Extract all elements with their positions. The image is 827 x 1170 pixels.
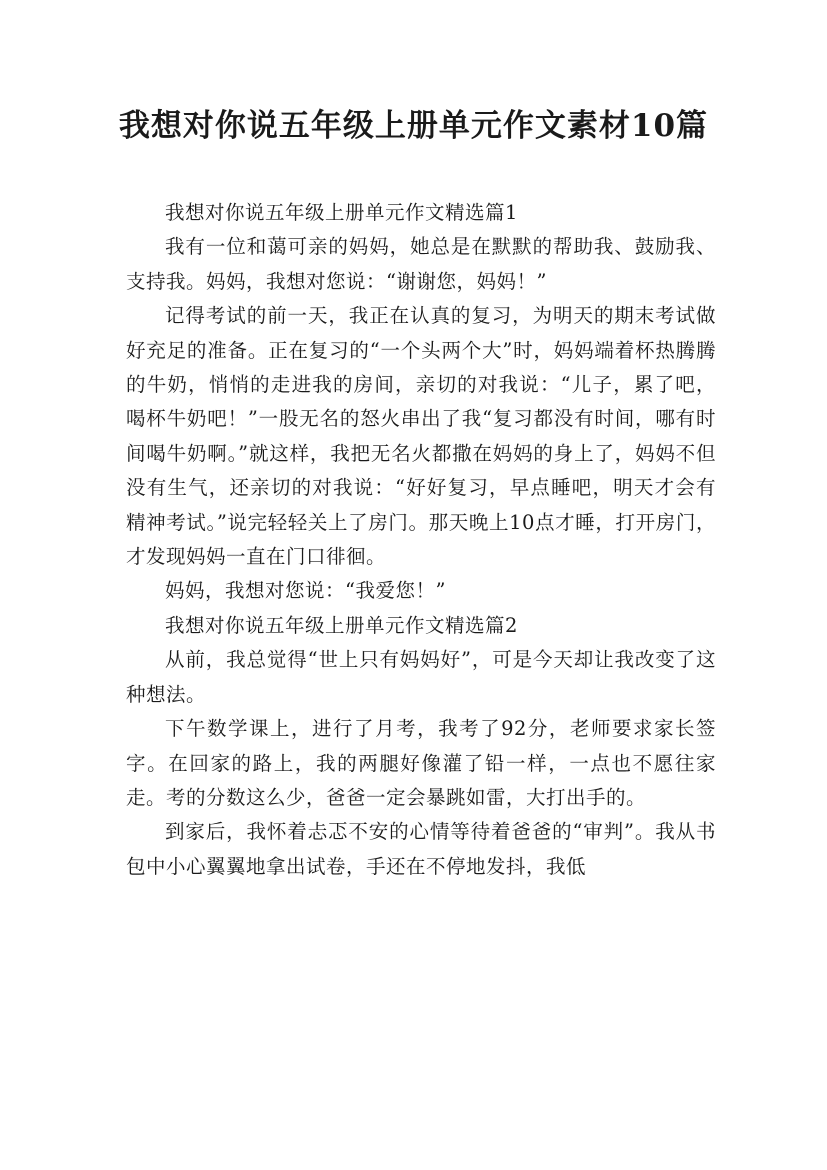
paragraph: 下午数学课上，进行了月考，我考了92分，老师要求家长签字。在回家的路上，我的两腿好像灌了铅一样，一点也不愿往家走。考的分数这么少，爸爸一定会暴跳如雷，大打出手的。 [126, 717, 716, 809]
paragraph: 从前，我总觉得“世上只有妈妈好”，可是今天却让我改变了这种想法。 [126, 648, 716, 706]
paragraph: 我有一位和蔼可亲的妈妈，她总是在默默的帮助我、鼓励我、支持我。妈妈，我想对您说：“谢谢您，妈妈！” [126, 235, 716, 293]
paragraph: 妈妈，我想对您说：“我爱您！” [165, 579, 446, 603]
section-heading-1: 我想对你说五年级上册单元作文精选篇1 [165, 201, 518, 224]
paragraph: 记得考试的前一天，我正在认真的复习，为明天的期末考试做好充足的准备。正在复习的“一个头两个大”时，妈妈端着杯热腾腾的牛奶，悄悄的走进我的房间，亲切的对我说：“儿子，累了吧，喝杯牛奶吧！”一股无名的怒火串出了我“复习都没有时间，哪有时间喝牛奶啊。”就这样，我把无名火都撒在妈妈的身上了，妈妈不但没有生气，还亲切的对我说：“好好复习，早点睡吧，明天才会有精神考试。”说完轻轻关上了房门。那天晚上10点才睡，打开房门，才发现妈妈一直在门口徘徊。 [126, 304, 716, 569]
document-title: 我想对你说五年级上册单元作文素材10篇 [118, 108, 709, 144]
document-body [126, 196, 716, 884]
section-heading-2: 我想对你说五年级上册单元作文精选篇2 [165, 613, 518, 637]
paragraph: 到家后，我怀着忐忑不安的心情等待着爸爸的“审判”。我从书包中小心翼翼地拿出试卷，手还在不停地发抖，我低 [126, 820, 716, 878]
